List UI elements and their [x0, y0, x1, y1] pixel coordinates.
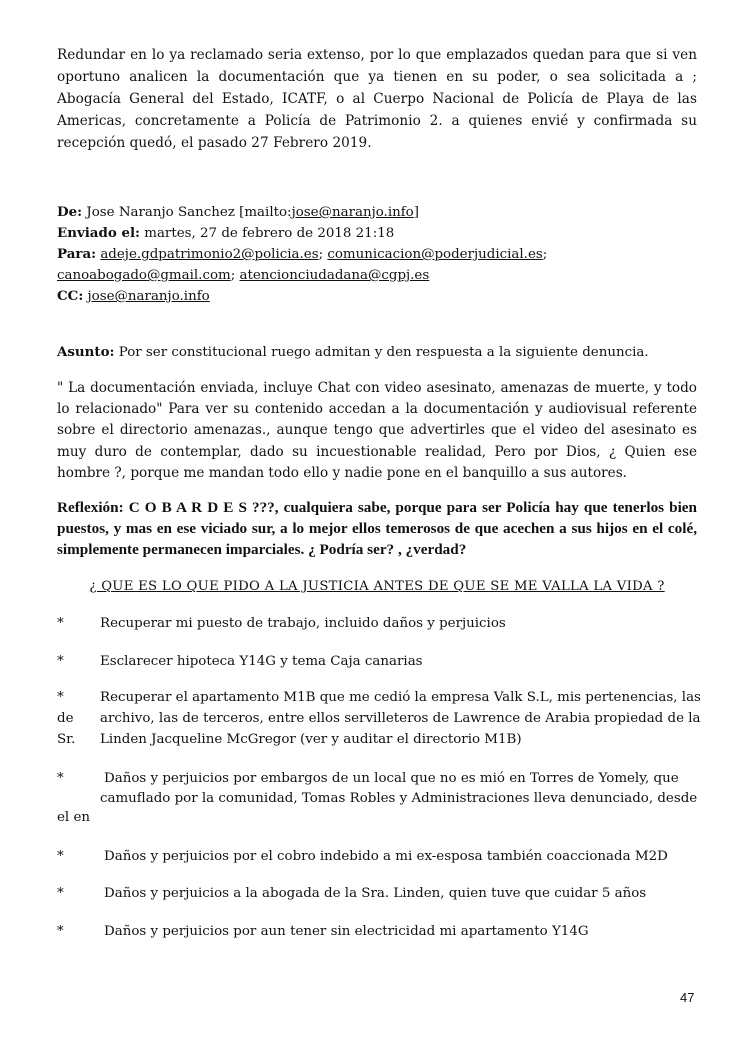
- to-email-link[interactable]: adeje.gdpatrimonio2@policia.es: [100, 247, 319, 262]
- to-label: Para:: [57, 246, 97, 262]
- email-header: [57, 202, 697, 307]
- bullet-asterisk: *: [57, 771, 64, 786]
- request-text: Daños y perjuicios a la abogada de la Sra. Linden, quien tuve que cuidar 5 años: [104, 886, 647, 901]
- bullet-asterisk: *: [57, 690, 64, 705]
- subject-label: Asunto:: [57, 344, 115, 360]
- reflection-paragraph: Reflexión: C O B A R D E S ???, cualquiera sabe, porque para ser Policía hay que tenerlos bien puestos, y mas en ese viciado sur, a lo mejor ellos temerosos de que acechen a sus hijos en el colé, simplemente permanecen imparciales. ¿ Podría ser? , ¿verdad?: [57, 499, 697, 558]
- bullet-asterisk: *: [57, 886, 64, 901]
- request-text: Esclarecer hipoteca Y14G y tema Caja canarias: [100, 654, 423, 669]
- bullet-asterisk: *: [57, 654, 64, 669]
- separator: ;: [318, 247, 328, 262]
- intro-paragraph: Redundar en lo ya reclamado seria extenso, por lo que emplazados quedan para que si ven oportuno analicen la documentación que ya tienen en su poder, o sea solicitada a ; Abogacía General del Estado, ICATF, o al Cuerpo Nacional de Policía de Playa de las Americas, concretamente a Policía de Patrimonio 2. a quienes envié y confirmada su recepción quedó, el pasado 27 Febrero 2019.: [57, 47, 697, 151]
- from-label: De:: [57, 204, 83, 220]
- bullet-asterisk: *: [57, 616, 64, 631]
- subject-text: Por ser constitucional ruego admitan y den respuesta a la siguiente denuncia.: [114, 345, 649, 360]
- bullet-asterisk: *: [57, 849, 64, 864]
- email-from-line: [57, 202, 697, 223]
- separator: ;: [230, 268, 240, 283]
- request-text-line: Recuperar el apartamento M1B que me cedió la empresa Valk S.L, mis pertenencias, las: [100, 690, 701, 705]
- request-text-line: camuflado por la comunidad, Tomas Robles y Administraciones lleva denunciado, desde: [100, 790, 698, 806]
- bullet-asterisk: *: [57, 924, 64, 939]
- to-email-link[interactable]: atencionciudadana@cgpj.es: [239, 268, 430, 283]
- email-to-line-cont: [57, 265, 697, 286]
- email-cc-line: [57, 286, 697, 307]
- requests-heading: ¿ QUE ES LO QUE PIDO A LA JUSTICIA ANTES DE QUE SE ME VALLA LA VIDA ?: [89, 579, 665, 594]
- quote-paragraph: " La documentación enviada, incluye Chat con video asesinato, amenazas de muerte, y todo lo relacionado" Para ver su contenido accedan a la documentación y audiovisual referente sobre el directorio amenazas., aunque tengo que advertirles que el video del asesinato es muy duro de contemplar, dado su incuestionable realidad, Pero por Dios, ¿ Quien ese hombre ?, porque me mandan todo ello y nadie pone en el banquillo a sus autores.: [57, 380, 697, 481]
- to-email-link[interactable]: comunicacion@poderjudicial.es: [327, 247, 543, 262]
- page-number: 47: [680, 990, 695, 1005]
- to-email-link[interactable]: canoabogado@gmail.com: [57, 268, 231, 283]
- margin-label: Sr.: [57, 732, 76, 747]
- cc-email-link[interactable]: jose@naranjo.info: [87, 289, 210, 304]
- from-close: ]: [413, 205, 419, 220]
- from-name: Jose Naranjo Sanchez [mailto:: [82, 205, 292, 220]
- request-text: Daños y perjuicios por aun tener sin electricidad mi apartamento Y14G: [104, 924, 589, 939]
- trailing-text: el en: [57, 810, 91, 825]
- sent-value: martes, 27 de febrero de 2018 21:18: [140, 226, 395, 241]
- request-text-line: archivo, las de terceros, entre ellos servilleteros de Lawrence de Arabia propiedad de la: [100, 711, 701, 726]
- email-to-line: [57, 244, 697, 265]
- request-text: Recuperar mi puesto de trabajo, incluido daños y perjuicios: [100, 616, 506, 631]
- email-sent-line: [57, 223, 697, 244]
- request-text-line: Linden Jacqueline McGregor (ver y auditar el directorio M1B): [100, 732, 522, 747]
- request-text: Daños y perjuicios por el cobro indebido a mi ex-esposa también coaccionada M2D: [104, 849, 668, 864]
- sent-label: Enviado el:: [57, 225, 140, 241]
- cc-label: CC:: [57, 288, 84, 304]
- request-text-line: Daños y perjuicios por embargos de un local que no es mió en Torres de Yomely, que: [104, 771, 679, 786]
- margin-label: de: [57, 711, 74, 726]
- separator: ;: [542, 247, 548, 262]
- from-email-link[interactable]: jose@naranjo.info: [291, 205, 414, 220]
- subject-line: [57, 342, 697, 363]
